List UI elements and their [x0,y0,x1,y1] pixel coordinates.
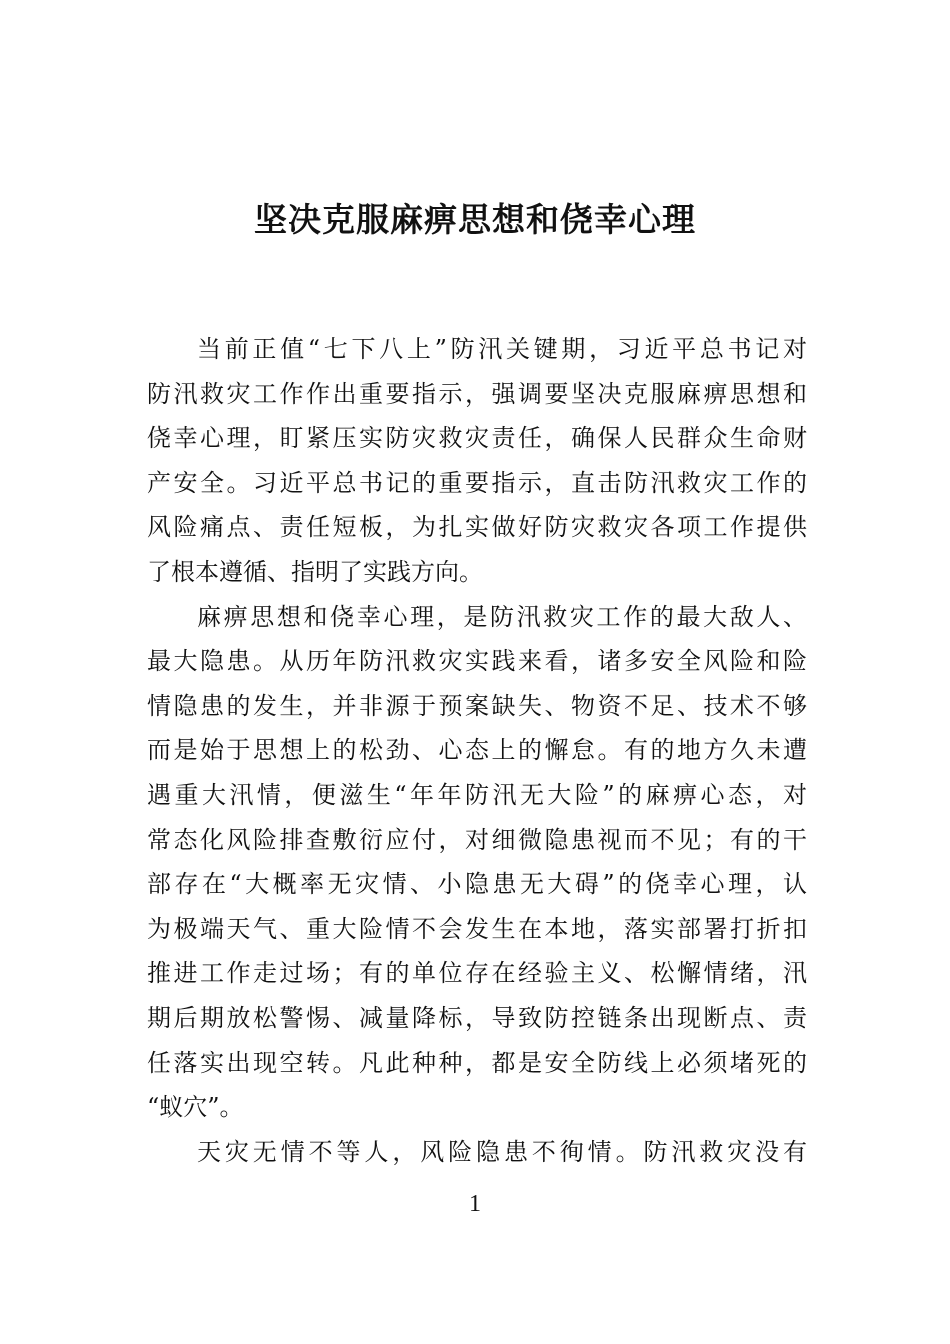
paragraph-line: 了根本遵循、指明了实践方向。 [147,557,483,586]
paragraph-line: 常态化风险排查敷衍应付，对细微隐患视而不见；有的干 [147,825,807,854]
paragraph-2 [147,595,807,1130]
paragraph-line: 遇重大汛情，便滋生“年年防汛无大险”的麻痹心态，对 [147,780,807,809]
paragraph-line: 最大隐患。从历年防汛救灾实践来看，诸多安全风险和险 [147,647,807,676]
paragraph-line: 推进工作走过场；有的单位存在经验主义、松懈情绪，汛 [147,959,807,988]
paragraph-line: 天灾无情不等人，风险隐患不徇情。防汛救灾没有 [197,1137,807,1166]
paragraph-line: 情隐患的发生，并非源于预案缺失、物资不足、技术不够 [147,691,807,720]
document-title: 坚决克服麻痹思想和侥幸心理 [254,200,696,239]
paragraph-3 [147,1130,807,1175]
paragraph-line: 侥幸心理，盯紧压实防灾救灾责任，确保人民群众生命财 [147,424,807,453]
paragraph-line: 产安全。习近平总书记的重要指示，直击防汛救灾工作的 [147,468,807,497]
paragraph-line: “蚁穴”。 [147,1093,244,1122]
paragraph-line: 风险痛点、责任短板，为扎实做好防灾救灾各项工作提供 [147,513,807,542]
paragraph-line: 防汛救灾工作作出重要指示，强调要坚决克服麻痹思想和 [147,379,807,408]
paragraph-line: 部存在“大概率无灾情、小隐患无大碍”的侥幸心理，认 [147,870,807,899]
paragraph-line: 为极端天气、重大险情不会发生在本地，落实部署打折扣 [147,914,807,943]
paragraph-line: 麻痹思想和侥幸心理，是防汛救灾工作的最大敌人、 [197,602,807,631]
paragraph-line: 期后期放松警惕、减量降标，导致防控链条出现断点、责 [147,1003,807,1032]
paragraph-1 [147,327,807,595]
paragraph-line: 而是始于思想上的松劲、心态上的懈怠。有的地方久未遭 [147,736,807,765]
paragraph-line: 任落实出现空转。凡此种种，都是安全防线上必须堵死的 [147,1048,807,1077]
page-number: 1 [469,1191,481,1217]
paragraph-line: 当前正值“七下八上”防汛关键期，习近平总书记对 [197,335,807,363]
document-body [147,327,807,1174]
